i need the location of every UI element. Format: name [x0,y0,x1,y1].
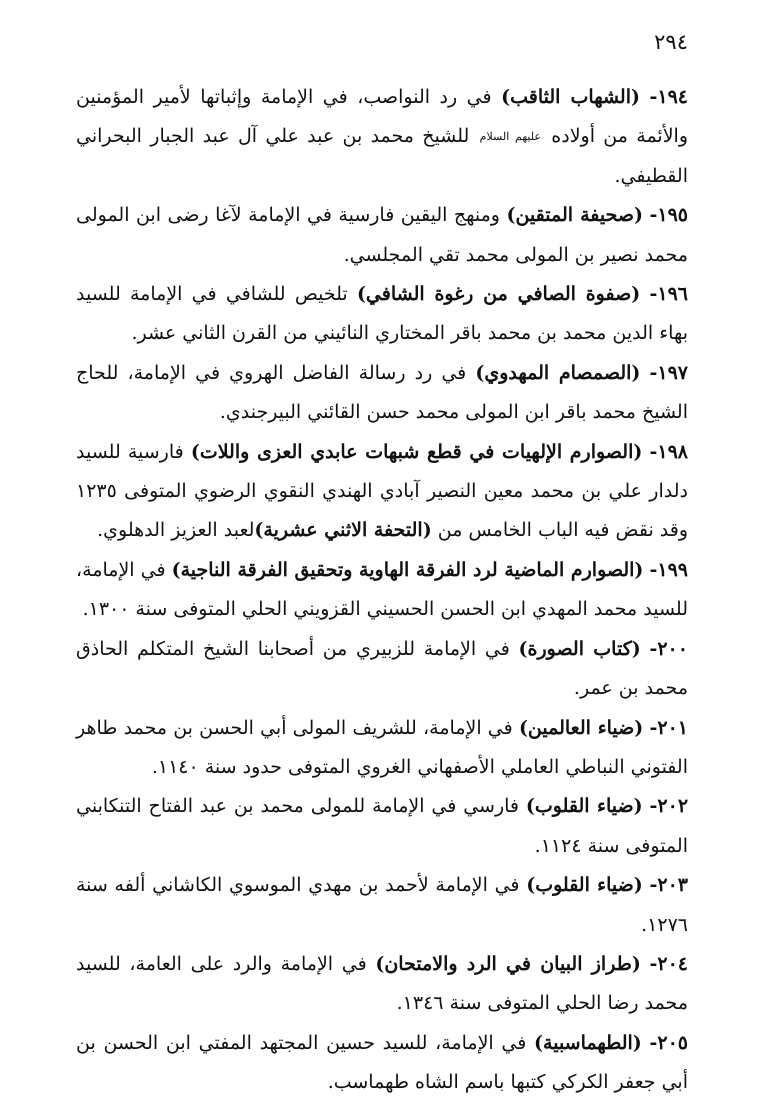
entry-number: ٢٠٢- [649,795,689,818]
entry-199 [76,551,688,630]
entry-205 [76,1024,688,1103]
entry-number: ٢٠١- [649,716,688,739]
entry-number: ١٩٨- [649,440,688,463]
bibliography-list [76,78,688,1103]
entry-number: ١٩٤- [649,86,688,108]
entry-number: ٢٠٤- [649,952,689,975]
entry-title: (ضياء العالمين) [518,716,644,739]
entry-number: ١٩٦- [649,283,688,306]
entry-201 [76,709,688,788]
entry-title: (طراز البيان في الرد والامتحان) [375,952,641,975]
entry-title: (ضياء القلوب) [525,795,643,818]
entry-number: ٢٠٣- [649,874,688,897]
entry-text: في رد النواصب، في الإمامة وإثباتها لأمير المؤمنين والأئمة من أولاده [76,86,689,148]
entry-title: (الطهماسبية) [534,1031,642,1054]
entry-194 [76,78,688,196]
entry-text: في الإمامة، للسيد محمد المهدي ابن الحسن الحسيني القزويني الحلي المتوفى سنة ١٣٠٠. [76,558,688,621]
entry-number: ١٩٥- [649,204,689,227]
page-number: ٢٩٤ [654,30,688,54]
entry-text: في الإمامة لأحمد بن مهدي الموسوي الكاشاني ألفه سنة ١٢٧٦. [76,874,688,936]
entry-196 [76,275,688,354]
entry-198 [76,433,688,551]
entry-text: في الإمامة، للسيد حسين المجتهد المفتي ابن الحسن بن أبي جعفر الكركي كتبها باسم الشاه طهماسب. [76,1031,688,1094]
entry-title: (الصمصام المهدوي) [475,361,641,384]
entry-text: في الإمامة للزبيري من أصحابنا الشيخ المتكلم الحاذق محمد بن عمر. [76,637,688,700]
entry-text: تلخيص للشافي في الإمامة للسيد بهاء الدين محمد بن محمد باقر المختاري النائيني من القرن الثاني عشر. [76,283,688,345]
entry-200 [76,630,688,709]
entry-title: (الصوارم الإلهيات في قطع شبهات عابدي العزى واللات) [190,440,643,463]
entry-number: ١٩٩- [649,558,688,581]
entry-text: في رد رسالة الفاضل الهروي في الإمامة، للحاج الشيخ محمد باقر ابن المولى محمد حسن القائني البيرجندي. [76,361,688,424]
entry-title: (كتاب الصورة) [518,637,641,660]
entry-text: ومنهج اليقين فارسية في الإمامة لآغا رضى ابن المولى محمد نصير بن المولى محمد تقي المجلسي. [76,204,688,266]
honorific-seal: عليهم السلام [479,130,541,144]
entry-title-secondary: (التحفة الاثني عشرية) [254,519,432,542]
entry-text: فارسي في الإمامة للمولى محمد بن عبد الفتاح التنكابني المتوفى سنة ١١٢٤. [76,795,688,857]
entry-text: في الإمامة والرد على العامة، للسيد محمد رضا الحلي المتوفى سنة ١٣٤٦. [76,952,688,1015]
entry-197 [76,354,688,433]
entry-title: (صفوة الصافي من رغوة الشافي) [356,283,641,306]
entry-text: لعبد العزيز الدهلوي. [97,519,255,542]
entry-text: في الإمامة، للشريف المولى أبي الحسن بن محمد طاهر الفتوني النباطي العاملي الأصفهاني الغروي المتوفى حدود سنة ١١٤٠. [76,716,688,778]
entry-text: فارسية للسيد دلدار علي بن محمد معين النصير آبادي الهندي النقوي الرضوي المتوفى ١٢٣٥ وقد نقض فيه الباب الخامس من [76,440,688,542]
entry-title: (الصوارم الماضية لرد الفرقة الهاوية وتحقيق الفرقة الناجية) [171,558,644,581]
entry-203 [76,866,688,945]
entry-title: (ضياء القلوب) [526,874,643,897]
entry-195 [76,196,688,275]
entry-204 [76,945,688,1024]
entry-202 [76,787,688,866]
entry-number: ٢٠٥- [649,1031,689,1054]
entry-number: ١٩٧- [649,361,688,384]
entry-number: ٢٠٠- [649,637,688,660]
entry-text: للشيخ محمد بن عبد علي آل عبد الجبار البحراني القطيفي. [76,125,688,187]
entry-title: (صحيفة المتقين) [506,204,644,227]
entry-title: (الشهاب الثاقب) [501,86,640,108]
